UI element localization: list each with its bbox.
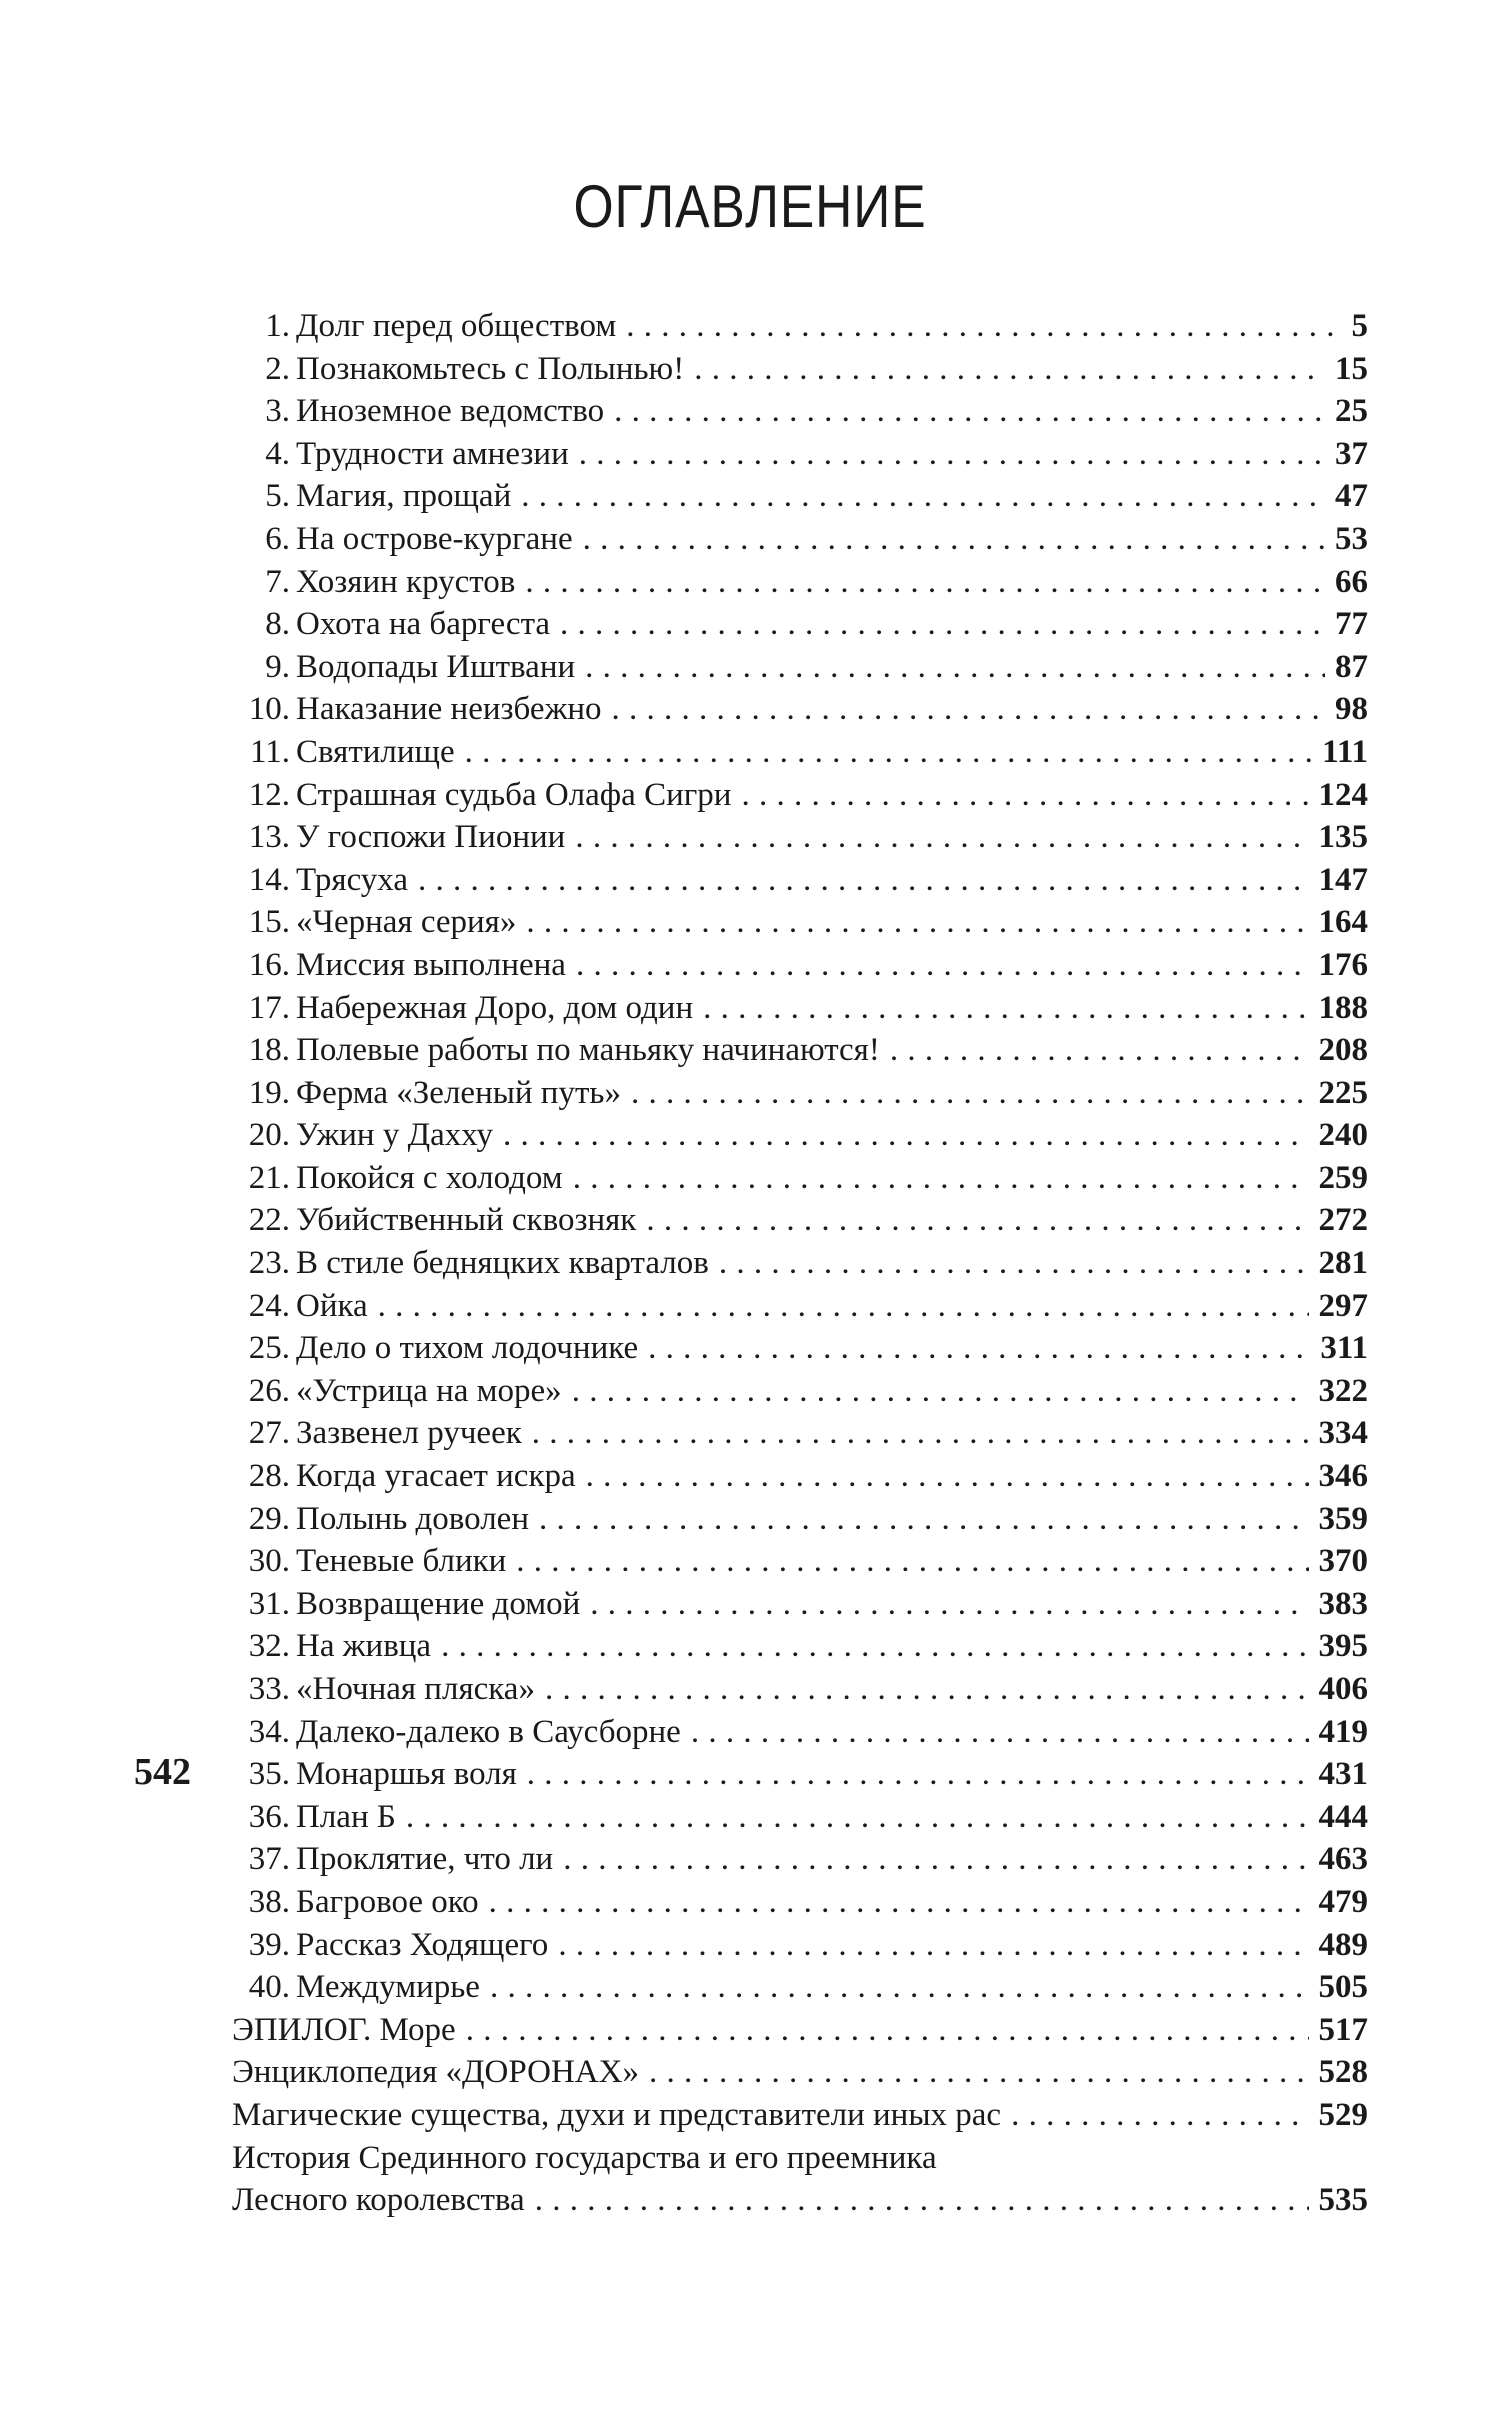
toc-entry xyxy=(232,348,1368,391)
toc-entry xyxy=(232,603,1368,646)
toc-entry xyxy=(232,859,1368,902)
toc-entry-page: 479 xyxy=(1318,1883,1368,1920)
toc-entry-title: Теневые блики xyxy=(296,1543,507,1580)
toc-entry-page: 225 xyxy=(1318,1074,1368,1111)
toc-dot-leader xyxy=(558,1924,1308,1967)
toc-entry-title: Убийственный сквозняк xyxy=(296,1202,637,1239)
toc-entry xyxy=(232,1753,1368,1796)
toc-entry-page: 463 xyxy=(1318,1841,1368,1878)
toc-entry-number: 13. xyxy=(248,819,290,856)
toc-dot-leader xyxy=(527,1753,1309,1796)
toc-dot-leader xyxy=(626,305,1341,348)
toc-entry xyxy=(232,1455,1368,1498)
toc-entry-title: Иноземное ведомство xyxy=(296,393,605,430)
toc-entry xyxy=(232,1285,1368,1328)
toc-entry xyxy=(232,1072,1368,1115)
toc-entry xyxy=(232,561,1368,604)
toc-entry-title: Охота на баргеста xyxy=(296,606,551,643)
toc-entry-title: Когда угасает искра xyxy=(296,1458,576,1495)
toc-dot-leader xyxy=(563,1838,1308,1881)
toc-entry xyxy=(232,688,1368,731)
toc-entry-title: Полынь доволен xyxy=(296,1500,529,1537)
toc-entry-title: План Б xyxy=(296,1798,396,1835)
toc-dot-leader xyxy=(1011,2094,1308,2137)
toc-entry xyxy=(232,305,1368,348)
toc-dot-leader xyxy=(694,348,1325,391)
toc-entry xyxy=(232,1370,1368,1413)
toc-entry xyxy=(232,1881,1368,1924)
toc-entry-title: Магические существа, духи и представители иных рас xyxy=(232,2096,1002,2133)
toc-entry-number: 31. xyxy=(248,1585,290,1622)
toc-entry-page: 176 xyxy=(1318,946,1368,983)
toc-entry xyxy=(232,944,1368,987)
toc-entry-number: 6. xyxy=(265,520,290,557)
toc-entry-number: 34. xyxy=(248,1713,290,1750)
toc-entry-page: 272 xyxy=(1318,1202,1368,1239)
toc-entry-title: Водопады Иштвани xyxy=(296,648,576,685)
toc-dot-leader xyxy=(532,1412,1309,1455)
toc-entry-page: 259 xyxy=(1318,1159,1368,1196)
toc-entry-page: 395 xyxy=(1318,1628,1368,1665)
toc-entry-page: 37 xyxy=(1335,435,1368,472)
toc-entry xyxy=(232,1668,1368,1711)
toc-entry-number: 22. xyxy=(248,1202,290,1239)
toc-dot-leader xyxy=(649,2051,1309,2094)
toc-entry-page: 77 xyxy=(1335,606,1368,643)
toc-entry-title: Долг перед обществом xyxy=(296,308,617,344)
toc-entry-title: Страшная судьба Олафа Сигри xyxy=(296,776,732,813)
toc-dot-leader xyxy=(560,603,1325,646)
toc-entry xyxy=(232,1498,1368,1541)
toc-entry-final-line2 xyxy=(232,2179,1368,2222)
toc-entry-page: 53 xyxy=(1335,520,1368,557)
toc-entry xyxy=(232,390,1368,433)
toc-dot-leader xyxy=(526,901,1308,944)
toc-entry-number: 1. xyxy=(265,308,290,344)
toc-entry-title: Святилище xyxy=(296,733,455,770)
toc-entry-title: Магия, прощай xyxy=(296,478,512,515)
toc-dot-leader xyxy=(490,1966,1309,2009)
toc-entry-title: Покойся с холодом xyxy=(296,1159,563,1196)
toc-entry-page: 240 xyxy=(1318,1117,1368,1154)
toc-entry-page: 5 xyxy=(1351,308,1368,344)
toc-entry xyxy=(232,816,1368,859)
toc-entry-number: 37. xyxy=(248,1841,290,1878)
toc-entry-page: 47 xyxy=(1335,478,1368,515)
toc-entry-number: 5. xyxy=(265,478,290,515)
toc-entry xyxy=(232,1540,1368,1583)
toc-entry-number: 32. xyxy=(248,1628,290,1665)
toc-chapter-list xyxy=(232,305,1368,2009)
toc-entry-page: 87 xyxy=(1335,648,1368,685)
toc-dot-leader xyxy=(516,1540,1308,1583)
toc-entry-page: 15 xyxy=(1335,350,1368,387)
toc-entry-number: 28. xyxy=(248,1458,290,1495)
toc-entry xyxy=(232,774,1368,817)
toc-entry-number: 4. xyxy=(265,435,290,472)
toc-entry-title: Ужин у Дахху xyxy=(296,1117,493,1154)
toc-entry xyxy=(232,1583,1368,1626)
toc-entry-number: 19. xyxy=(248,1074,290,1111)
toc-entry-page: 124 xyxy=(1318,776,1368,813)
toc-entry-page: 334 xyxy=(1318,1415,1368,1452)
toc-entry-page: 25 xyxy=(1335,393,1368,430)
toc-entry-page: 444 xyxy=(1318,1798,1368,1835)
toc-entry-title: Энциклопедия «ДОРОНАХ» xyxy=(232,2054,639,2091)
toc-entry-number: 39. xyxy=(248,1926,290,1963)
toc-entry-page: 188 xyxy=(1318,989,1368,1026)
toc-entry-title: Багровое око xyxy=(296,1883,479,1920)
toc-dot-leader xyxy=(441,1625,1308,1668)
toc-entry xyxy=(232,731,1368,774)
toc-entry-number: 30. xyxy=(248,1543,290,1580)
toc-entry-title: «Черная серия» xyxy=(296,904,517,941)
toc-entry-page: 297 xyxy=(1318,1287,1368,1324)
toc-dot-leader xyxy=(572,1370,1309,1413)
toc-entry-number: 26. xyxy=(248,1372,290,1409)
toc-dot-leader xyxy=(573,1157,1309,1200)
toc-dot-leader xyxy=(576,944,1309,987)
toc-entry-title: Ойка xyxy=(296,1287,368,1324)
toc-entry xyxy=(232,1838,1368,1881)
toc-dot-leader xyxy=(535,2179,1309,2222)
toc-entry-page: 528 xyxy=(1318,2054,1368,2091)
page-number: 542 xyxy=(134,1751,191,1793)
toc-entry xyxy=(232,1327,1368,1370)
toc-dot-leader xyxy=(521,475,1325,518)
toc-entry-title: «Ночная пляска» xyxy=(296,1671,535,1707)
toc-dot-leader xyxy=(575,816,1308,859)
toc-dot-leader xyxy=(418,859,1308,902)
toc-entry-page: 370 xyxy=(1318,1543,1368,1580)
toc-dot-leader xyxy=(648,1327,1310,1370)
toc-dot-leader xyxy=(579,433,1325,476)
toc-entry-page: 311 xyxy=(1320,1330,1368,1367)
toc-entry-title: Междумирье xyxy=(296,1969,480,2006)
page-title: ОГЛАВЛЕНИЕ xyxy=(573,173,927,240)
toc-entry-number: 29. xyxy=(248,1500,290,1537)
toc-dot-leader xyxy=(585,646,1325,689)
toc-dot-leader xyxy=(489,1881,1309,1924)
toc-entry-page: 535 xyxy=(1318,2182,1368,2219)
toc-entry-page: 147 xyxy=(1318,861,1368,898)
toc-entry xyxy=(232,2051,1368,2094)
toc-dot-leader xyxy=(406,1796,1309,1839)
toc-entry-number: 12. xyxy=(248,776,290,813)
toc-dot-leader xyxy=(612,688,1325,731)
toc-entry-title: Дело о тихом лодочнике xyxy=(296,1330,639,1367)
toc-dot-leader xyxy=(614,390,1325,433)
toc-entry-number: 38. xyxy=(248,1883,290,1920)
toc-entry-title: Миссия выполнена xyxy=(296,946,566,983)
toc-dot-leader xyxy=(703,987,1308,1030)
toc-entry xyxy=(232,901,1368,944)
toc-dot-leader xyxy=(741,774,1308,817)
toc-dot-leader xyxy=(466,2009,1309,2052)
toc-entry-title: У госпожи Пионии xyxy=(296,819,566,856)
toc-entry-title: Рассказ Ходящего xyxy=(296,1926,549,1963)
toc-appendix-list xyxy=(232,2009,1368,2137)
toc-dot-leader xyxy=(539,1498,1309,1541)
toc-entry-page: 164 xyxy=(1318,904,1368,941)
toc-entry-page: 419 xyxy=(1318,1713,1368,1750)
toc-dot-leader xyxy=(631,1072,1309,1115)
toc-entry-page: 383 xyxy=(1318,1585,1368,1622)
toc-entry-number: 27. xyxy=(248,1415,290,1452)
toc-dot-leader xyxy=(590,1583,1308,1626)
toc-entry xyxy=(232,1242,1368,1285)
toc-dot-leader xyxy=(646,1199,1308,1242)
toc-entry-title: Проклятие, что ли xyxy=(296,1841,554,1878)
toc-dot-leader xyxy=(525,561,1325,604)
toc-entry-title: На острове-кургане xyxy=(296,520,573,557)
toc-entry-number: 2. xyxy=(265,350,290,387)
toc-dot-leader xyxy=(545,1668,1309,1711)
toc-entry-title: Полевые работы по маньяку начинаются! xyxy=(296,1032,880,1069)
toc-entry-page: 281 xyxy=(1318,1245,1368,1282)
toc-entry-number: 14. xyxy=(248,861,290,898)
toc-entry-number: 15. xyxy=(248,904,290,941)
toc-entry xyxy=(232,1711,1368,1754)
toc-entry xyxy=(232,1924,1368,1967)
toc-dot-leader xyxy=(583,518,1325,561)
toc-entry-number: 11. xyxy=(249,733,290,770)
toc-entry-title: Хозяин крустов xyxy=(296,563,516,600)
toc-entry-number: 35. xyxy=(248,1756,290,1793)
toc-entry-number: 24. xyxy=(248,1287,290,1324)
toc-entry-title: Далеко-далеко в Саусборне xyxy=(296,1713,681,1750)
toc-dot-leader xyxy=(586,1455,1309,1498)
toc-dot-leader xyxy=(890,1029,1309,1072)
toc-dot-leader xyxy=(465,731,1313,774)
toc-dot-leader xyxy=(378,1285,1309,1328)
toc-entry xyxy=(232,1199,1368,1242)
toc-entry xyxy=(232,518,1368,561)
toc-entry xyxy=(232,987,1368,1030)
toc-entry-number: 18. xyxy=(248,1032,290,1069)
toc-entry-final-line1 xyxy=(232,2137,1368,2180)
toc-entry xyxy=(232,646,1368,689)
toc-entry-number: 8. xyxy=(265,606,290,643)
toc-entry-page: 208 xyxy=(1318,1032,1368,1069)
toc-entry-number: 3. xyxy=(265,393,290,430)
toc-dot-leader xyxy=(719,1242,1309,1285)
table-of-contents xyxy=(232,305,1368,2222)
toc-entry-title: Познакомьтесь с Полынью! xyxy=(296,350,685,387)
toc-entry-number: 20. xyxy=(248,1117,290,1154)
toc-entry-page: 529 xyxy=(1318,2096,1368,2133)
toc-entry xyxy=(232,1114,1368,1157)
toc-entry-number: 9. xyxy=(265,648,290,685)
toc-entry-title: Трясуха xyxy=(296,861,409,898)
toc-entry xyxy=(232,1029,1368,1072)
toc-entry-title: Монаршья воля xyxy=(296,1756,517,1793)
toc-entry-page: 359 xyxy=(1318,1500,1368,1537)
toc-entry-page: 98 xyxy=(1335,691,1368,728)
toc-entry-number: 23. xyxy=(248,1245,290,1282)
toc-entry-page: 135 xyxy=(1318,819,1368,856)
toc-entry-page: 431 xyxy=(1318,1756,1368,1793)
toc-entry-number: 33. xyxy=(248,1671,290,1707)
toc-entry-title: Зазвенел ручеек xyxy=(296,1415,522,1452)
toc-entry xyxy=(232,2009,1368,2052)
toc-entry-page: 66 xyxy=(1335,563,1368,600)
toc-entry-title: Лесного королевства xyxy=(232,2182,525,2219)
toc-entry-page: 505 xyxy=(1318,1969,1368,2006)
toc-entry xyxy=(232,1625,1368,1668)
toc-entry xyxy=(232,1412,1368,1455)
toc-entry-number: 7. xyxy=(265,563,290,600)
toc-entry-title: Набережная Доро, дом один xyxy=(296,989,694,1026)
toc-entry-title: Возвращение домой xyxy=(296,1585,581,1622)
toc-entry-number: 16. xyxy=(248,946,290,983)
toc-entry-title: «Устрица на море» xyxy=(296,1372,562,1409)
toc-entry xyxy=(232,1796,1368,1839)
toc-entry-page: 346 xyxy=(1318,1458,1368,1495)
toc-entry-page: 111 xyxy=(1322,733,1368,770)
toc-entry xyxy=(232,2094,1368,2137)
toc-entry-number: 25. xyxy=(248,1330,290,1367)
toc-entry xyxy=(232,475,1368,518)
toc-entry-title: В стиле бедняцких кварталов xyxy=(296,1245,709,1282)
toc-dot-leader xyxy=(503,1114,1309,1157)
toc-entry xyxy=(232,1966,1368,2009)
toc-dot-leader xyxy=(691,1711,1309,1754)
toc-entry-number: 36. xyxy=(248,1798,290,1835)
toc-entry-title: История Срединного государства и его преемника xyxy=(232,2139,937,2176)
toc-entry-title: На живца xyxy=(296,1628,432,1665)
toc-entry-number: 10. xyxy=(248,691,290,728)
toc-entry-number: 17. xyxy=(248,989,290,1026)
toc-entry-page: 406 xyxy=(1318,1671,1368,1707)
toc-entry-title: Трудности амнезии xyxy=(296,435,569,472)
toc-entry-number: 40. xyxy=(248,1969,290,2006)
toc-entry-number: 21. xyxy=(248,1159,290,1196)
toc-entry-title: Ферма «Зеленый путь» xyxy=(296,1074,621,1111)
toc-entry xyxy=(232,433,1368,476)
toc-entry-page: 517 xyxy=(1318,2011,1368,2048)
toc-entry-page: 489 xyxy=(1318,1926,1368,1963)
toc-entry-title: ЭПИЛОГ. Море xyxy=(232,2011,456,2048)
toc-entry-page: 322 xyxy=(1318,1372,1368,1409)
toc-entry xyxy=(232,1157,1368,1200)
toc-entry-title: Наказание неизбежно xyxy=(296,691,602,728)
